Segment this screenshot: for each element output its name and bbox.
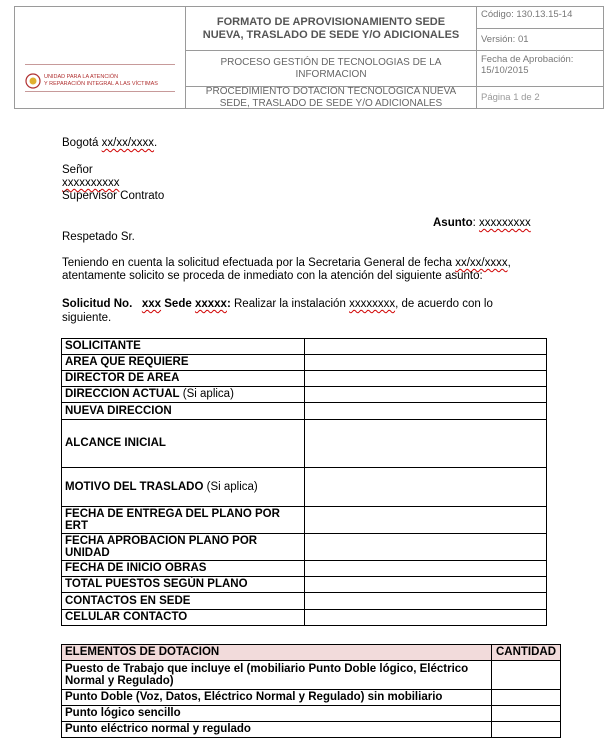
dotacion-item-punto-electrico: Punto eléctrico normal y regulado bbox=[62, 722, 492, 738]
logo-text-line2: Y REPARACIÓN INTEGRAL A LAS VÍCTIMAS bbox=[44, 81, 158, 87]
form-row bbox=[62, 387, 547, 403]
city-date-suffix: . bbox=[154, 137, 158, 149]
logo-divider-bottom bbox=[25, 91, 175, 92]
dotacion-qty-puesto-trabajo[interactable] bbox=[492, 661, 561, 690]
dotacion-qty-punto-logico[interactable] bbox=[492, 706, 561, 722]
dotacion-qty-punto-doble[interactable] bbox=[492, 690, 561, 706]
form-label-nueva-direccion: NUEVA DIRECCION bbox=[65, 404, 172, 417]
dotacion-row bbox=[62, 722, 561, 738]
document-version: Versión: 01 bbox=[481, 34, 529, 45]
form-value-total-puestos[interactable] bbox=[305, 577, 547, 593]
dotacion-row bbox=[62, 661, 561, 690]
solicitud-text: Realizar la instalación bbox=[230, 298, 350, 310]
form-label-director: DIRECTOR DE AREA bbox=[65, 372, 180, 385]
body-line-1 bbox=[62, 257, 511, 270]
sede-label: Sede bbox=[164, 298, 192, 310]
form-label-direccion-actual: DIRECCION ACTUAL bbox=[65, 388, 180, 401]
form-row bbox=[62, 534, 547, 561]
approval-label: Fecha de Aprobación: bbox=[481, 54, 574, 65]
form-row bbox=[62, 420, 547, 468]
procedure-name: PROCEDIMIENTO DOTACION TECNOLOGICA NUEVA SEDE, TRASLADO DE SEDE Y/O ADICIONALES bbox=[205, 85, 457, 109]
dotacion-item-punto-logico: Punto lógico sencillo bbox=[62, 706, 492, 722]
form-value-celular[interactable] bbox=[305, 610, 547, 626]
form-value-motivo[interactable] bbox=[305, 468, 547, 507]
solicitud-line-2: siguiente. bbox=[62, 312, 112, 324]
form-row bbox=[62, 355, 547, 371]
form-label-area: AREA QUE REQUIERE bbox=[65, 356, 189, 369]
process-name: PROCESO GESTIÓN DE TECNOLOGIAS DE LA INFORMACION bbox=[220, 56, 442, 80]
form-value-nueva-direccion[interactable] bbox=[305, 403, 547, 420]
request-form-table bbox=[61, 338, 547, 626]
form-note-si-aplica: (Si aplica) bbox=[179, 388, 234, 401]
recipient-role: Supervisor Contrato bbox=[62, 190, 165, 202]
form-value-alcance[interactable] bbox=[305, 420, 547, 468]
page-number: Página 1 de 2 bbox=[481, 92, 540, 103]
procedure-cell bbox=[185, 86, 477, 109]
form-note-si-aplica: (Si aplica) bbox=[203, 480, 258, 493]
form-value-solicitante[interactable] bbox=[305, 339, 547, 355]
form-label-motivo: MOTIVO DEL TRASLADO bbox=[65, 480, 204, 493]
asunto-separator: : bbox=[472, 217, 479, 229]
form-value-fecha-entrega[interactable] bbox=[305, 507, 547, 534]
form-value-director[interactable] bbox=[305, 371, 547, 387]
dotacion-header-row bbox=[62, 645, 561, 661]
solicitud-number: xxx bbox=[141, 298, 162, 310]
form-row bbox=[62, 507, 547, 534]
body-line-1-date: xx/xx/xxxx bbox=[455, 257, 508, 269]
form-row bbox=[62, 610, 547, 626]
letter-date: xx/xx/xxxx bbox=[101, 137, 155, 149]
form-value-area[interactable] bbox=[305, 355, 547, 371]
form-row bbox=[62, 403, 547, 420]
logo-divider bbox=[25, 64, 175, 65]
form-row bbox=[62, 468, 547, 507]
recipient-name: xxxxxxxxxx bbox=[62, 177, 120, 189]
asunto-label: Asunto bbox=[433, 217, 473, 229]
document-header bbox=[14, 6, 604, 109]
solicitud-label: Solicitud No. bbox=[62, 298, 133, 310]
city-date-line bbox=[62, 137, 157, 150]
asunto-value: xxxxxxxxx bbox=[479, 217, 531, 229]
form-label-alcance: ALCANCE INICIAL bbox=[65, 437, 166, 450]
document-title: FORMATO DE APROVISIONAMIENTO SEDE NUEVA, TRASLADO DE SEDE Y/O ADICIONALES bbox=[202, 15, 460, 41]
body-line-1-text: Teniendo en cuenta la solicitud efectuada por la Secretaria General de fecha bbox=[62, 257, 456, 269]
dotacion-item-puesto-trabajo: Puesto de Trabajo que incluye el (mobiliario Punto Doble lógico, Eléctrico Normal y Regulado) bbox=[62, 661, 492, 690]
logo-text-line1: UNIDAD PARA LA ATENCIÓN bbox=[44, 74, 119, 80]
body-line-2: atentamente solicito se proceda de inmediato con la atención del siguiente asunto: bbox=[62, 270, 483, 282]
city-text: Bogotá bbox=[62, 137, 102, 149]
dotacion-col-elementos: ELEMENTOS DE DOTACION bbox=[62, 645, 492, 661]
form-label-celular: CELULAR CONTACTO bbox=[65, 611, 188, 624]
logo-text bbox=[44, 74, 158, 88]
form-row bbox=[62, 339, 547, 355]
asunto-line bbox=[433, 217, 531, 230]
solicitud-line-1 bbox=[62, 298, 493, 311]
approval-cell bbox=[476, 50, 604, 87]
form-label-contactos: CONTACTOS EN SEDE bbox=[65, 594, 191, 607]
dotacion-row bbox=[62, 706, 561, 722]
salutation: Señor bbox=[62, 164, 93, 176]
form-label-solicitante: SOLICITANTE bbox=[65, 340, 141, 353]
form-row bbox=[62, 561, 547, 577]
form-row bbox=[62, 371, 547, 387]
title-cell bbox=[185, 6, 477, 51]
form-row bbox=[62, 577, 547, 593]
form-row bbox=[62, 593, 547, 610]
solicitud-colon: : bbox=[226, 298, 231, 310]
dotacion-col-cantidad: CANTIDAD bbox=[492, 645, 561, 661]
greeting: Respetado Sr. bbox=[62, 231, 135, 243]
form-value-direccion-actual[interactable] bbox=[305, 387, 547, 403]
sede-value: xxxxx bbox=[194, 298, 227, 310]
document-code: Código: 130.13.15-14 bbox=[481, 9, 573, 20]
form-value-fecha-inicio[interactable] bbox=[305, 561, 547, 577]
form-value-contactos[interactable] bbox=[305, 593, 547, 610]
dotacion-item-punto-doble: Punto Doble (Voz, Datos, Eléctrico Normal y Regulado) sin mobiliario bbox=[62, 690, 492, 706]
page-cell bbox=[476, 86, 604, 109]
version-cell bbox=[476, 28, 604, 51]
form-label-fecha-inicio: FECHA DE INICIO OBRAS bbox=[65, 562, 207, 575]
logo-cell bbox=[14, 6, 186, 109]
solicitud-text-suffix: , de acuerdo con lo bbox=[395, 298, 493, 310]
dotacion-row bbox=[62, 690, 561, 706]
form-label-fecha-entrega: FECHA DE ENTREGA DEL PLANO POR ERT bbox=[65, 507, 280, 532]
process-cell bbox=[185, 50, 477, 87]
code-cell bbox=[476, 6, 604, 29]
dotacion-table bbox=[61, 644, 561, 738]
dotacion-qty-punto-electrico[interactable] bbox=[492, 722, 561, 738]
installation-value: xxxxxxxx bbox=[349, 298, 396, 310]
form-label-total-puestos: TOTAL PUESTOS SEGÚN PLANO bbox=[65, 578, 248, 591]
approval-date: 15/10/2015 bbox=[481, 65, 529, 76]
form-value-fecha-aprobacion[interactable] bbox=[305, 534, 547, 561]
body-line-1-suffix: , bbox=[507, 257, 511, 269]
form-label-fecha-aprobacion: FECHA APROBACION PLANO POR UNIDAD bbox=[65, 534, 258, 559]
